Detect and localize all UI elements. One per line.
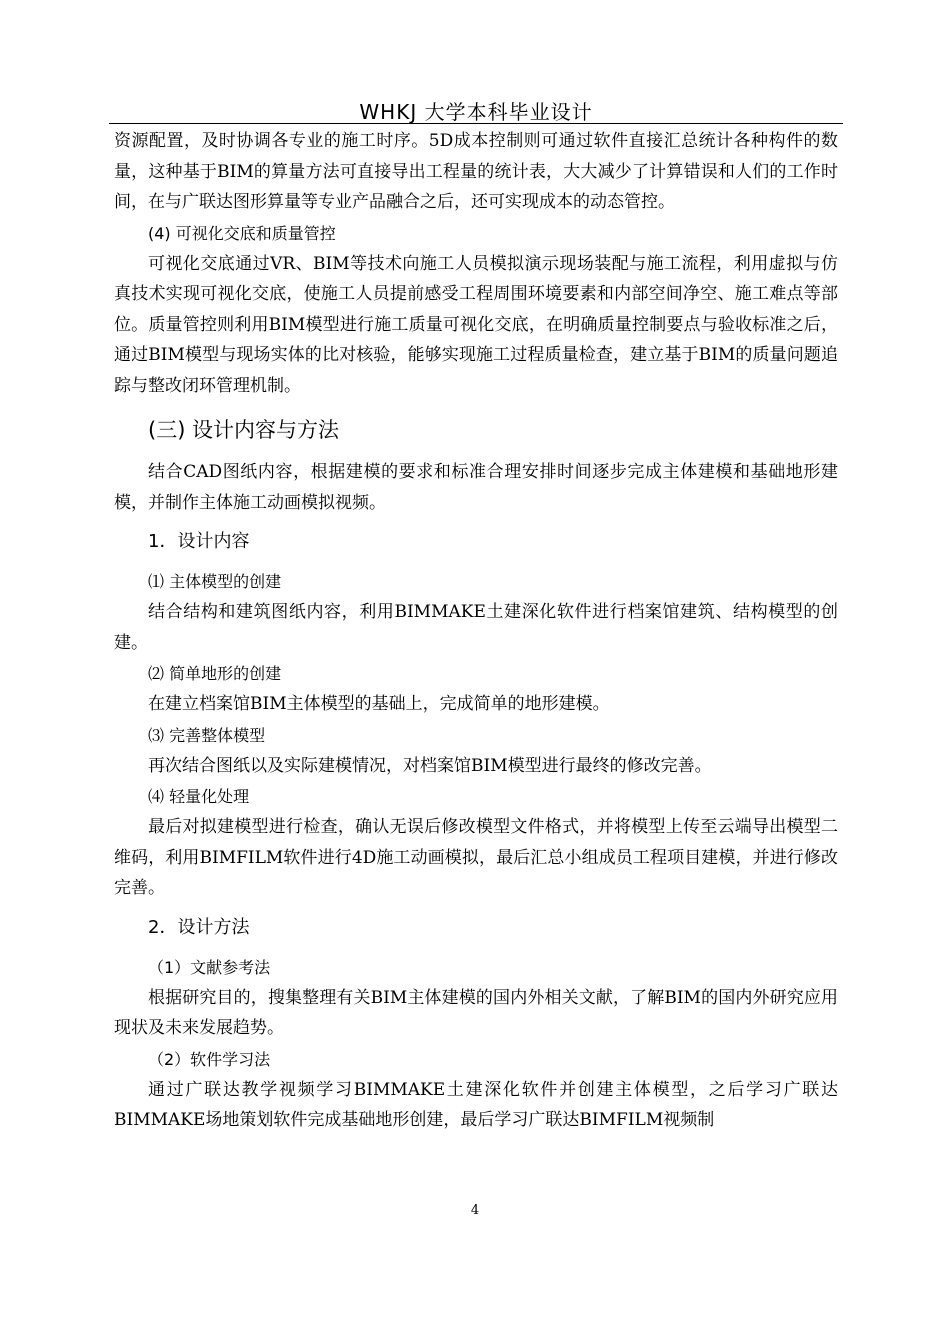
paragraph-lightweight: 最后对拟建模型进行检查，确认无误后修改模型文件格式，并将模型上传至云端导出模型二维码，利用BIMFILM软件进行4D施工动画模拟，最后汇总小组成员工程项目建模，并进行修改完善。 [114,817,838,898]
paragraph-complete-model: 再次结合图纸以及实际建模情况，对档案馆BIM模型进行最终的修改完善。 [148,755,712,776]
paragraph-software: 通过广联达教学视频学习BIMMAKE土建深化软件并创建主体模型，之后学习广联达BIMMAKE场地策划软件完成基础地形创建，最后学习广联达BIMFILM视频制 [114,1079,838,1130]
paragraph-continued: 资源配置，及时协调各专业的施工时序。5D成本控制则可通过软件直接汇总统计各种构件的数量，这种基于BIM的算量方法可直接导出工程量的统计表，大大减少了计算错误和人们的工作时间，在与广联达图形算量等专业产品融合之后，还可实现成本的动态管控。 [114,131,838,212]
subheading-main-model: ⑴ 主体模型的创建 [148,572,282,591]
paragraph-main-model: 结合结构和建筑图纸内容，利用BIMMAKE土建深化软件进行档案馆建筑、结构模型的创建。 [114,602,838,653]
heading-design-content: 1．设计内容 [148,531,250,552]
subheading-visual-briefing: (4) 可视化交底和质量管控 [148,223,336,243]
section-heading-design-content-method: (三) 设计内容与方法 [148,418,340,442]
header-divider [109,123,843,124]
paragraph-visual-briefing: 可视化交底通过VR、BIM等技术向施工人员模拟演示现场装配与施工流程，利用虚拟与仿真技术实现可视化交底，使施工人员提前感受工程周围环境要素和内部空间净空、施工难点等部位。质量管控则利用BIM模型进行施工质量可视化交底，在明确质量控制要点与验收标准之后，通过BIM模型与现场实体的比对核验，能够实现施工过程质量检查，建立基于BIM的质量问题追踪与整改闭环管理机制。 [114,253,838,396]
subheading-software: （2）软件学习法 [148,1049,271,1069]
subheading-terrain: ⑵ 简单地形的创建 [148,664,282,683]
subheading-lightweight: ⑷ 轻量化处理 [148,787,250,806]
subheading-literature: （1）文献参考法 [148,957,271,977]
page-body [114,126,838,1136]
subheading-complete-model: ⑶ 完善整体模型 [148,725,266,745]
heading-design-method: 2．设计方法 [148,916,250,938]
paragraph-design-intro: 结合CAD图纸内容，根据建模的要求和标准合理安排时间逐步完成主体建模和基础地形建模，并制作主体施工动画模拟视频。 [114,462,838,513]
paragraph-literature: 根据研究目的，搜集整理有关BIM主体建模的国内外相关文献，了解BIM的国内外研究应用现状及未来发展趋势。 [114,987,838,1038]
paragraph-terrain: 在建立档案馆BIM主体模型的基础上，完成简单的地形建模。 [148,694,610,714]
page-header-title: WHKJ 大学本科毕业设计 [359,100,593,124]
page-number: 4 [470,1203,480,1218]
